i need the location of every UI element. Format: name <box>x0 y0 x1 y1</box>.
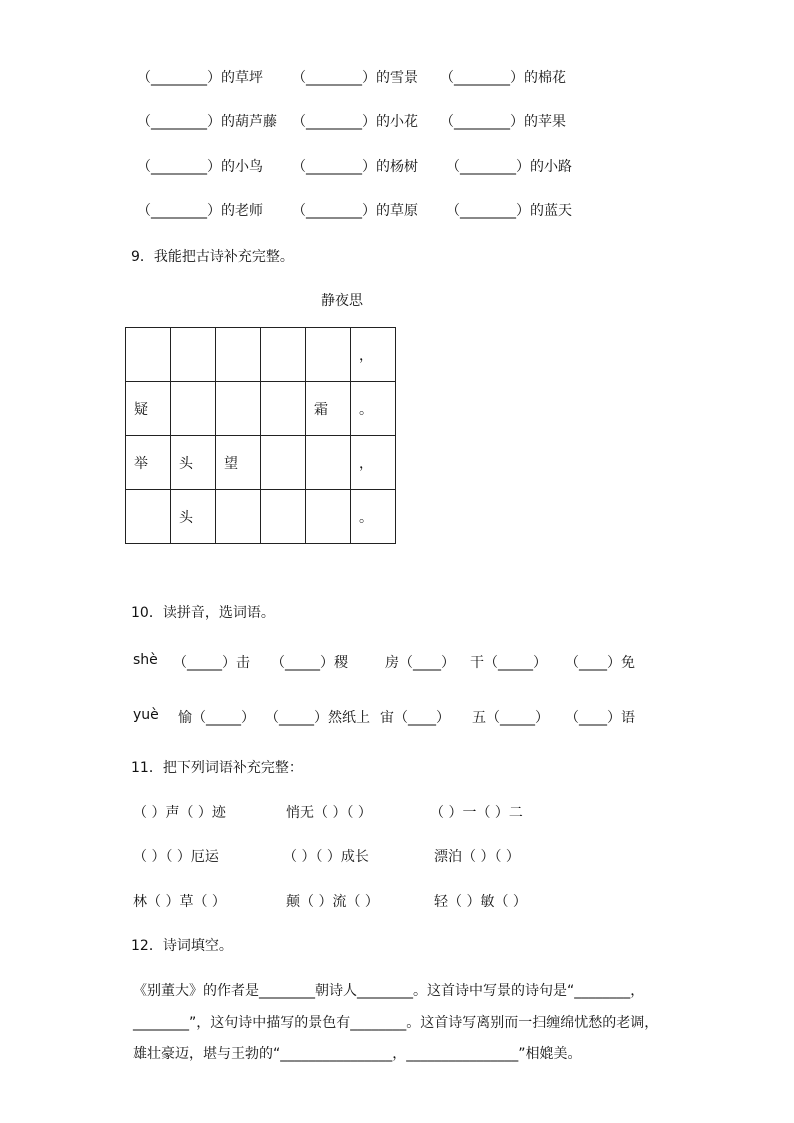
poem-cell[interactable] <box>261 490 306 544</box>
q11-item: （ ）（ ）厄运 <box>133 849 219 865</box>
q11-item: 悄无（ ）（ ） <box>286 805 372 821</box>
poem-cell: 。 <box>351 490 396 544</box>
q10-item: 愉（_____） <box>178 710 255 726</box>
poem-cell: 霜 <box>306 382 351 436</box>
poem-cell: ， <box>351 436 396 490</box>
poem-cell[interactable] <box>261 436 306 490</box>
q10-item: 宙（____） <box>380 710 450 726</box>
q10-item: 房（____） <box>385 655 455 671</box>
q10-item: 五（_____） <box>472 710 549 726</box>
poem-cell[interactable] <box>171 382 216 436</box>
q8-item: （________）的苹果 <box>440 114 566 130</box>
q8-item: （________）的雪景 <box>292 70 418 86</box>
poem-title: 静夜思 <box>321 293 363 309</box>
poem-row <box>126 490 396 544</box>
q8-item: （________）的小花 <box>292 114 418 130</box>
poem-cell: ， <box>351 328 396 382</box>
q11-item: （ ）声（ ）迹 <box>133 805 226 821</box>
q10-item: （____）语 <box>565 710 635 726</box>
q12-heading: 12．诗词填空。 <box>131 938 233 954</box>
q10-item: （_____）然纸上 <box>265 710 370 726</box>
q12-line: ________”，这句诗中描写的景色有________。这首诗写离别而一扫缠绵忧愁的老调， <box>133 1015 659 1031</box>
q8-item: （________）的老师 <box>137 203 263 219</box>
q11-item: （ ）一（ ）二 <box>430 805 523 821</box>
q10-heading: 10．读拼音，选词语。 <box>131 605 275 621</box>
q8-item: （________）的草坪 <box>137 70 263 86</box>
q10-item: （____）免 <box>565 655 635 671</box>
poem-cell: 。 <box>351 382 396 436</box>
poem-cell[interactable] <box>261 328 306 382</box>
q8-item: （________）的小鸟 <box>137 159 263 175</box>
q8-item: （________）的葫芦藤 <box>137 114 277 130</box>
q11-item: 林（ ）草（ ） <box>133 894 226 910</box>
poem-cell[interactable] <box>126 328 171 382</box>
poem-grid <box>125 327 396 544</box>
q10-item: 干（_____） <box>470 655 547 671</box>
q10-item: （_____）击 <box>173 655 250 671</box>
poem-cell[interactable] <box>216 490 261 544</box>
poem-row <box>126 328 396 382</box>
poem-cell[interactable] <box>171 328 216 382</box>
poem-cell[interactable] <box>216 382 261 436</box>
q11-item: 漂泊（ ）（ ） <box>434 849 520 865</box>
q11-heading: 11．把下列词语补充完整： <box>131 760 303 776</box>
poem-cell[interactable] <box>216 328 261 382</box>
q9-heading: 9．我能把古诗补充完整。 <box>131 249 294 265</box>
q11-item: 颠（ ）流（ ） <box>286 894 379 910</box>
poem-cell: 头 <box>171 436 216 490</box>
q12-line: 《别董大》的作者是________朝诗人________。这首诗中写景的诗句是“________， <box>133 983 645 999</box>
q11-item: 轻（ ）敏（ ） <box>434 894 527 910</box>
pinyin-label: yuè <box>133 707 159 723</box>
poem-cell[interactable] <box>306 490 351 544</box>
poem-row <box>126 382 396 436</box>
q8-item: （________）的蓝天 <box>446 203 572 219</box>
poem-cell: 举 <box>126 436 171 490</box>
q8-item: （________）的草原 <box>292 203 418 219</box>
q11-item: （ ）（ ）成长 <box>283 849 369 865</box>
poem-cell: 疑 <box>126 382 171 436</box>
q8-item: （________）的杨树 <box>292 159 418 175</box>
poem-row <box>126 436 396 490</box>
q12-line: 雄壮豪迈，堪与王勃的“________________，________________”相媲美。 <box>133 1046 582 1062</box>
q10-item: （_____）稷 <box>271 655 348 671</box>
q8-item: （________）的小路 <box>446 159 572 175</box>
poem-cell[interactable] <box>306 436 351 490</box>
poem-cell[interactable] <box>126 490 171 544</box>
poem-cell: 头 <box>171 490 216 544</box>
q8-item: （________）的棉花 <box>440 70 566 86</box>
pinyin-label: shè <box>133 652 158 668</box>
poem-cell[interactable] <box>306 328 351 382</box>
poem-cell[interactable] <box>261 382 306 436</box>
poem-cell: 望 <box>216 436 261 490</box>
